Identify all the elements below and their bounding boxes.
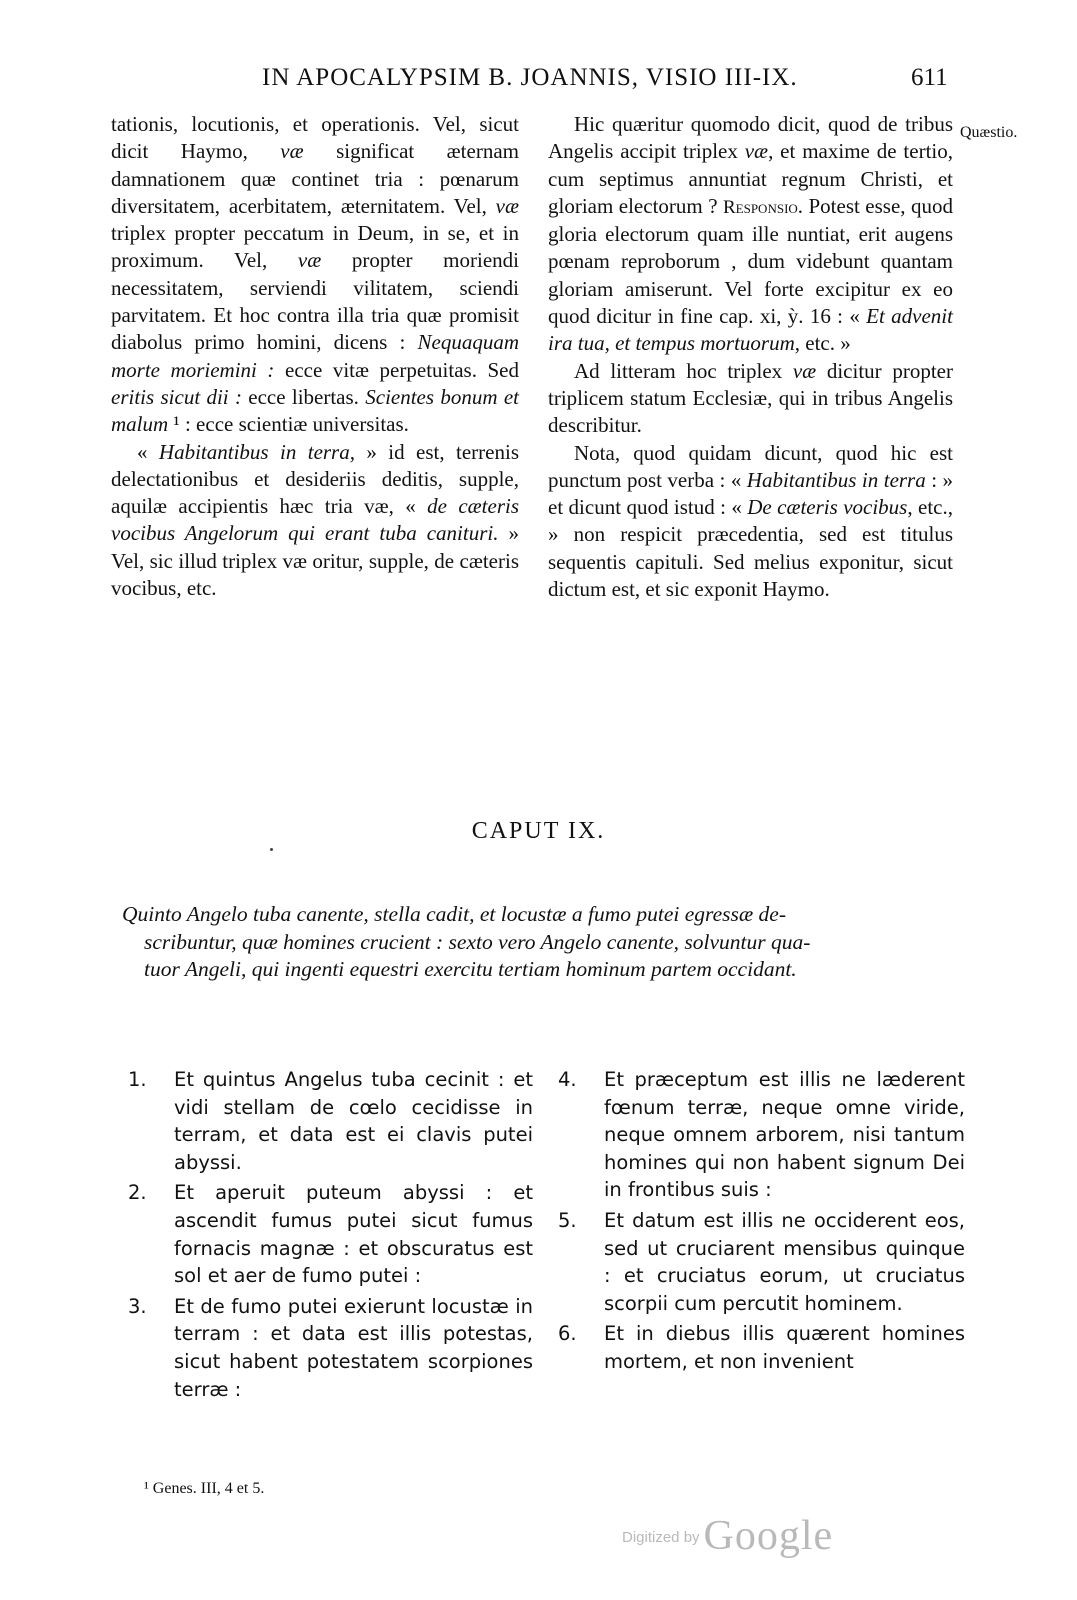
italic-phrase: Scientes bonum et malum — [111, 384, 520, 437]
verse-number: 6. — [558, 1322, 577, 1346]
speck — [270, 848, 273, 851]
digitized-watermark — [622, 1512, 833, 1560]
text-run: propter moriendi necessitatem, serviendi vilitatem, sciendi parvitatem. Et hoc contra illa tria quæ promisit diabolus primo homini, dicens : — [111, 248, 519, 355]
watermark-prefix: Digitized by — [622, 1529, 700, 1546]
text-run: triplex propter peccatum in Deum, in se, et in proximum. Vel, — [111, 221, 519, 273]
text-run: Nota, quod quidam dicunt, quod hic est punctum post verba : « — [548, 440, 953, 492]
italic-phrase: væ — [744, 139, 769, 164]
text-run: » Vel, sic illud triplex væ oritur, supple, de cæteris vocibus, etc. — [111, 521, 519, 601]
verse-text: Et datum est illis ne occiderent eos, sed ut cruciarent mensibus quinque : et cruciatus eorum, ut cruciatus scorpii cum percutit hominem. — [604, 1208, 965, 1315]
italic-phrase: Habitantibus in terra — [746, 467, 926, 492]
verse-text: Et de fumo putei exierunt locustæ in terram : et data est illis potestas, sicut habent potestatem scorpiones terræ : — [174, 1294, 533, 1401]
left-paragraph-2 — [111, 439, 519, 603]
italic-phrase: væ — [280, 139, 304, 164]
text-run: ecce libertas. — [241, 384, 366, 409]
text-run: « — [137, 439, 159, 464]
verse-text: Et quintus Angelus tuba cecinit : et vidi stellam de cœlo cecidisse in terram, et data est ei clavis putei abyssi. — [174, 1068, 533, 1174]
running-title: IN APOCALYPSIM B. JOANNIS, VISIO III-IX. — [262, 64, 798, 91]
italic-phrase: De cæteris vocibus — [747, 495, 908, 520]
google-logo: Google — [703, 1513, 834, 1559]
text-run: » id est, terrenis delectationibus et desideriis deditis, supple, aquilæ accipientis hæc tria væ, « — [111, 439, 519, 519]
verse — [558, 1320, 965, 1375]
verse — [128, 1179, 533, 1289]
verse — [558, 1066, 965, 1204]
italic-phrase: Nequaquam morte moriemini : — [111, 330, 519, 382]
summary-line: scribuntur, quæ homines crucient : sexto vero Angelo canente, solvuntur qua- — [144, 929, 811, 954]
text-run: significat æternam damnationem quæ continet tria : pœnarum diversitatem, acerbitatem, æternitatem. Vel, — [111, 139, 519, 218]
right-paragraph-2 — [548, 358, 953, 440]
verse — [558, 1207, 965, 1317]
italic-phrase: de cæteris vocibus Angelorum qui erant tuba canituri. — [111, 494, 520, 546]
text-run: : » et dicunt quod istud : « — [548, 467, 953, 520]
commentary-right-column — [548, 111, 953, 603]
text-run: Ad litteram hoc triplex — [574, 358, 793, 383]
italic-phrase: Habitantibus in terra, — [158, 439, 355, 464]
summary-line: Quinto Angelo tuba canente, stella cadit, et locustæ a fumo putei egressæ de- — [122, 902, 787, 926]
verse-number: 4. — [558, 1068, 577, 1091]
commentary-left-column — [111, 111, 519, 602]
italic-phrase: væ — [297, 248, 322, 273]
right-paragraph-1 — [548, 111, 953, 358]
verse — [128, 1066, 533, 1176]
margin-note: Quæstio. — [960, 124, 1018, 141]
verses-left-column — [128, 1066, 533, 1406]
verse-number: 5. — [558, 1208, 577, 1232]
verse-text: Et aperuit puteum abyssi : et ascendit fumus putei sicut fumus fornacis magnæ : et obscuratus est sol et aer de fumo putei : — [174, 1181, 533, 1288]
text-run: , et maxime de tertio, cum septimus annuntiat regnum Christi, et gloriam electorum ? — [548, 139, 953, 218]
text-run: tationis, locutionis, et operationis. Vel, sicut dicit Haymo, — [111, 112, 519, 164]
summary-line: tuor Angeli, qui ingenti equestri exercitu tertiam hominum partem occidant. — [144, 957, 797, 981]
text-run: ecce vitæ perpetuitas. Sed — [274, 357, 519, 382]
right-paragraph-3 — [548, 440, 953, 604]
small-caps-phrase: Responsio — [722, 196, 798, 218]
text-run: ¹ : ecce scientiæ universitas. — [168, 412, 409, 437]
verse-number: 1. — [128, 1068, 147, 1091]
text-run: Hic quæritur quomodo dicit, quod de tribus Angelis accipit triplex — [548, 112, 953, 164]
left-paragraph-1 — [111, 111, 519, 439]
italic-phrase: Et advenit ira tua, et tempus mortuorum — [548, 304, 953, 356]
verse-text: Et in diebus illis quærent homines mortem, et non invenient — [604, 1322, 965, 1373]
italic-phrase: eritis sicut dii : — [111, 384, 242, 409]
chapter-title: CAPUT IX. — [471, 818, 606, 844]
verse-number: 2. — [128, 1181, 147, 1205]
verses-right-column — [558, 1066, 965, 1379]
italic-phrase: væ — [792, 358, 817, 383]
text-run: , etc. » — [794, 331, 851, 356]
page-header — [0, 64, 1077, 104]
footnote: ¹ Genes. III, 4 et 5. — [144, 1480, 265, 1497]
text-run: , etc., » non respicit præcedentia, sed est titulus sequentis capituli. Sed melius exponitur, sicut dictum est, et sic exponit Haymo. — [548, 495, 953, 602]
text-run: dicitur propter triplicem statum Ecclesiæ, qui in tribus Angelis describitur. — [548, 358, 953, 438]
verse — [128, 1293, 533, 1403]
page-number: 611 — [911, 64, 948, 91]
verse-number: 3. — [128, 1294, 147, 1318]
chapter-summary — [122, 901, 957, 984]
italic-phrase: væ — [495, 193, 519, 218]
verse-text: Et præceptum est illis ne læderent fœnum terræ, neque omne viride, neque omnem arborem, nisi tantum homines qui non habent signum Dei in frontibus suis : — [604, 1068, 965, 1202]
text-run: . Potest esse, quod gloria electorum quam ille nuntiat, erit augens pœnam reproborum , dum videbunt quantam gloriam amiserunt. Vel forte excipitur ex eo quod dicitur in fine cap. xi, ỳ. 16 : « — [548, 193, 953, 329]
